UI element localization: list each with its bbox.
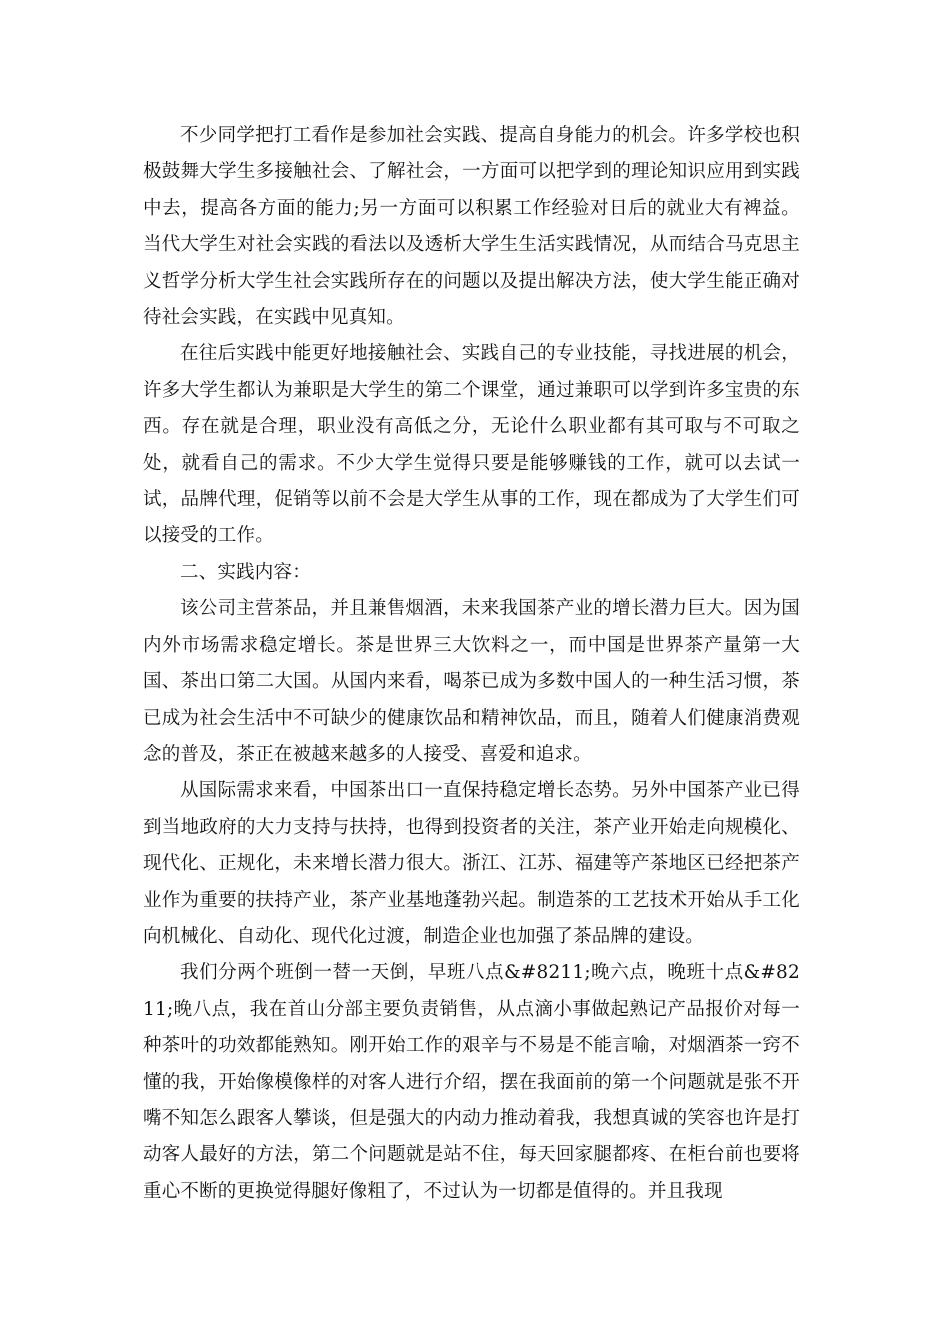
section-heading-practice-content: 二、实践内容： (180, 561, 311, 583)
paragraph-2: 在往后实践中能更好地接触社会、实践自己的专业技能，寻找进展的机会，许多大学生都认为兼职是大学生的第二个课堂，通过兼职可以学到许多宝贵的东西。存在就是合理，职业没有高低之分，无论什么职业都有其可取与不可取之处，就看自己的需求。不少大学生觉得只要是能够赚钱的工作，就可以去试一试，品牌代理，促销等以前不会是大学生从事的工作，现在都成为了大学生们可以接受的工作。 (143, 343, 800, 547)
document-body (143, 118, 800, 1210)
paragraph-5: 我们分两个班倒一替一天倒，早班八点&#8211;晚六点，晚班十点&#8211;晚八点，我在首山分部主要负责销售，从点滴小事做起熟记产品报价对每一种茶叶的功效都能熟知。刚开始工作的艰辛与不易是不能言喻，对烟酒茶一窍不懂的我，开始像模像样的对客人进行介绍，摆在我面前的第一个问题就是张不开嘴不知怎么跟客人攀谈，但是强大的内动力推动着我，我想真诚的笑容也许是打动客人最好的方法，第二个问题就是站不住，每天回家腿都疼、在柜台前也要将重心不断的更换觉得腿好像粗了，不过认为一切都是值得的。并且我现 (143, 962, 800, 1202)
paragraph-3: 该公司主营茶品，并且兼售烟酒，未来我国茶产业的增长潜力巨大。因为国内外市场需求稳定增长。茶是世界三大饮料之一，而中国是世界茶产量第一大国、茶出口第二大国。从国内来看，喝茶已成为多数中国人的一种生活习惯，茶已成为社会生活中不可缺少的健康饮品和精神饮品，而且，随着人们健康消费观念的普及，茶正在被越来越多的人接受、喜爱和追求。 (143, 598, 800, 765)
paragraph-4: 从国际需求来看，中国茶出口一直保持稳定增长态势。另外中国茶产业已得到当地政府的大力支持与扶持，也得到投资者的关注，茶产业开始走向规模化、现代化、正规化，未来增长潜力很大。浙江、江苏、福建等产茶地区已经把茶产业作为重要的扶持产业，茶产业基地蓬勃兴起。制造茶的工艺技术开始从手工化向机械化、自动化、现代化过渡，制造企业也加强了茶品牌的建设。 (143, 780, 800, 947)
paragraph-1: 不少同学把打工看作是参加社会实践、提高自身能力的机会。许多学校也积极鼓舞大学生多接触社会、了解社会，一方面可以把学到的理论知识应用到实践中去，提高各方面的能力;另一方面可以积累工作经验对日后的就业大有裨益。当代大学生对社会实践的看法以及透析大学生生活实践情况，从而结合马克思主义哲学分析大学生社会实践所存在的问题以及提出解决方法，使大学生能正确对待社会实践，在实践中见真知。 (143, 125, 800, 329)
